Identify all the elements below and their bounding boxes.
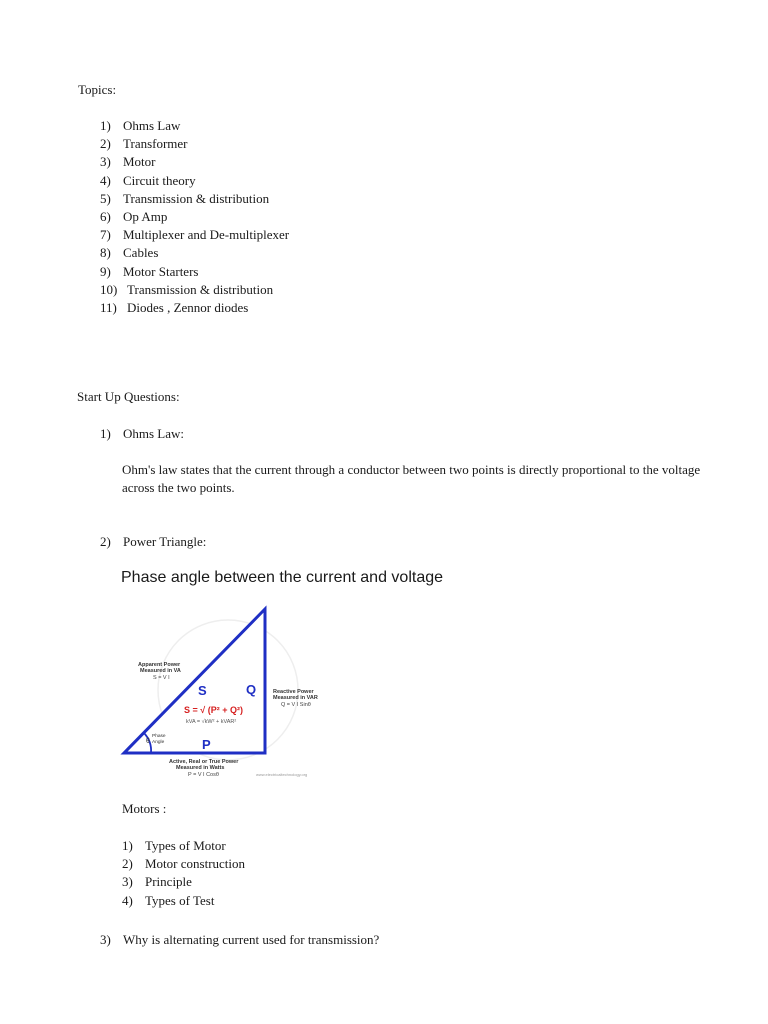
motor-item — [122, 855, 245, 873]
topic-item — [100, 299, 289, 317]
apparent-power-label: Apparent Power — [138, 662, 181, 668]
topic-item — [100, 226, 289, 244]
question-3-title: Why is alternating current used for transmission? — [123, 932, 380, 947]
power-triangle-figure — [118, 600, 338, 788]
question-2-title: Power Triangle: — [123, 534, 207, 549]
topic-item-label: Motor Starters — [123, 263, 199, 279]
topic-item-label: Motor — [123, 154, 156, 170]
topic-item-number: 11) — [100, 299, 117, 315]
topic-item-number: 5) — [100, 190, 111, 206]
apparent-power-equation: S = V I — [153, 675, 170, 681]
topic-item-label: Op Amp — [123, 208, 168, 224]
topic-item-label: Transmission & distribution — [127, 281, 274, 297]
topic-item — [100, 117, 289, 135]
power-triangle — [124, 609, 265, 753]
active-power-unit: Measured in Watts — [176, 765, 225, 771]
topic-item — [100, 263, 289, 281]
topic-item — [100, 244, 289, 262]
s-letter: S — [198, 683, 207, 698]
topic-item-label: Ohms Law — [123, 118, 181, 133]
kva-formula: kVA = √kW² + kVAR² — [186, 719, 237, 725]
question-1-title: Ohms Law: — [123, 426, 185, 441]
p-letter: P — [202, 737, 211, 752]
active-power-equation: P = V I Cosθ — [188, 772, 219, 778]
topic-item-number: 8) — [100, 245, 111, 261]
motor-item-label: Motor construction — [145, 856, 246, 872]
active-power-label: Active, Real or True Power — [169, 759, 239, 765]
topic-item — [100, 153, 289, 171]
topic-item-label: Transmission & distribution — [123, 190, 270, 206]
topic-item-number: 4) — [100, 172, 111, 188]
topic-item-label: Diodes , Zennor diodes — [127, 299, 249, 315]
question-2-number: 2) — [100, 534, 111, 549]
reactive-power-unit: Measured in VAR — [273, 695, 318, 701]
question-3-number: 3) — [100, 932, 111, 947]
reactive-power-label: Reactive Power — [273, 689, 314, 695]
motor-item — [122, 892, 245, 910]
topics-heading: Topics: — [78, 82, 117, 97]
question-2 — [100, 534, 206, 550]
motor-item-label: Types of Test — [145, 892, 215, 908]
topic-item-label: Transformer — [123, 136, 188, 152]
question-1-number: 1) — [100, 426, 111, 441]
startup-heading: Start Up Questions: — [77, 389, 180, 404]
topic-item-label: Multiplexer and De-multiplexer — [123, 227, 290, 243]
power-triangle-diagram — [118, 600, 338, 788]
phase-label: Phase — [152, 734, 166, 739]
topic-item-number: 2) — [100, 136, 111, 152]
motor-item — [122, 837, 245, 855]
motor-item-number: 3) — [122, 874, 133, 890]
topic-item-number: 10) — [100, 281, 118, 297]
topics-list — [100, 117, 289, 317]
reactive-power-equation: Q = V I Sinθ — [281, 702, 311, 708]
angle-label: Angle — [152, 740, 165, 745]
topic-item-number: 1) — [100, 118, 111, 133]
topic-item — [100, 135, 289, 153]
topic-item — [100, 190, 289, 208]
question-3 — [100, 932, 379, 948]
topic-item-number: 6) — [100, 208, 111, 224]
topic-item — [100, 172, 289, 190]
q-letter: Q — [246, 682, 257, 697]
motor-item-number: 2) — [122, 856, 133, 872]
motors-heading: Motors : — [122, 801, 167, 816]
apparent-power-formula: S = √ (P² + Q²) — [184, 705, 243, 715]
figure-credit: www.electricaltechnology.org — [256, 772, 308, 777]
topic-item-label: Cables — [123, 245, 159, 261]
topic-item-number: 9) — [100, 263, 111, 279]
topic-item-number: 3) — [100, 154, 111, 170]
topic-item-number: 7) — [100, 227, 111, 243]
apparent-power-unit: Measured in VA — [140, 668, 181, 674]
motor-item — [122, 873, 245, 891]
motor-item-number: 4) — [122, 892, 133, 908]
topic-item-label: Circuit theory — [123, 172, 196, 188]
ohms-law-answer: Ohm's law states that the current through a conductor between two points is directly proportional to the voltage across the two points. — [122, 462, 701, 495]
topic-item — [100, 281, 289, 299]
topic-item — [100, 208, 289, 226]
motor-item-label: Types of Motor — [145, 838, 226, 853]
theta-symbol: θ — [146, 738, 150, 745]
motor-item-number: 1) — [122, 838, 133, 853]
motor-item-label: Principle — [145, 874, 192, 890]
figure-title: Phase angle between the current and voltage — [121, 569, 444, 586]
motors-list — [122, 837, 245, 910]
question-1 — [100, 426, 184, 442]
